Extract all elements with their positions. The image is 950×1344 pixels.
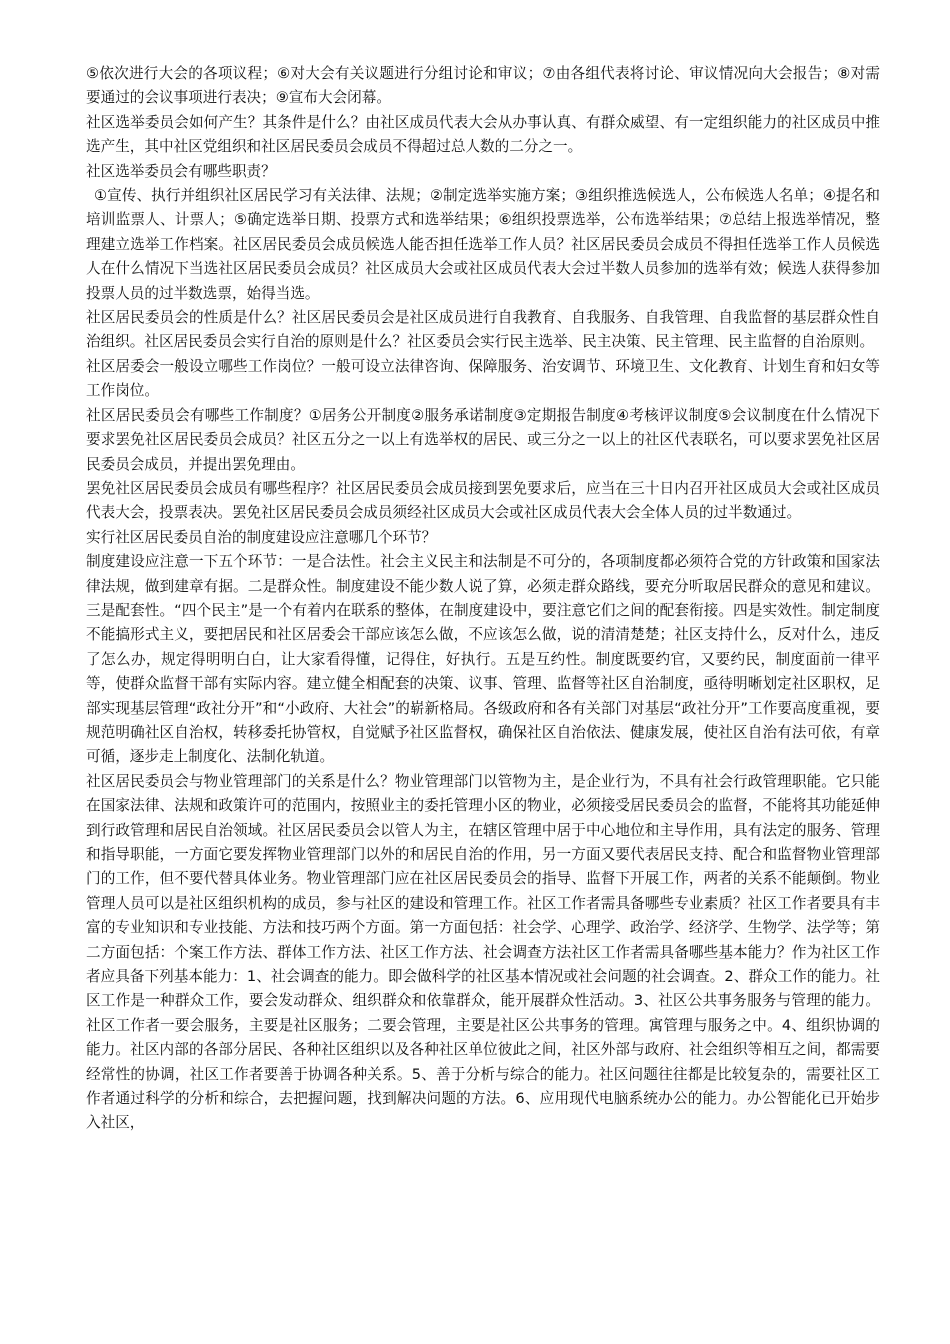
paragraph-property-management-and-skills: 社区居民委员会与物业管理部门的关系是什么？物业管理部门以管物为主，是企业行为，不具有社会行政管理职能。它只能在国家法律、法规和政策许可的范围内，按照业主的委托管理小区的物业，必须接受居民委员会的监督，不能将其功能延伸到行政管理和居民自治领域。社区居民委员会以管人为主，在辖区管理中居于中心地位和主导作用，具有法定的服务、管理和指导职能，一方面它要发挥物业管理部门以外的和居民自治的作用，另一方面又要代表居民支持、配合和监督物业管理部门的工作，但不要代替具体业务。物业管理部门应在社区居民委员会的指导、监督下开展工作，两者的关系不能颠倒。物业管理人员可以是社区组织机构的成员，参与社区的建设和管理工作。社区工作者需具备哪些专业素质？社区工作者要具有丰富的专业知识和专业技能、方法和技巧两个方面。第一方面包括：社会学、心理学、政治学、经济学、生物学、法学等；第二方面包括：个案工作方法、群体工作方法、社区工作方法、社会调查方法社区工作者需具备哪些基本能力？作为社区工作者应具备下列基本能力：1、社会调查的能力。即会做科学的社区基本情况或社会问题的社会调查。2、群众工作的能力。社区工作是一种群众工作，要会发动群众、组织群众和依靠群众，能开展群众性活动。3、社区公共事务服务与管理的能力。社区工作者一要会服务，主要是社区服务；二要会管理，主要是社区公共事务的管理。寓管理与服务之中。4、组织协调的能力。社区内部的各部分居民、各种社区组织以及各种社区单位彼此之间，社区外部与政府、社会组织等相互之间，都需要经常性的协调，社区工作者要善于协调各种关系。5、善于分析与综合的能力。社区问题往往都是比较复杂的，需要社区工作者通过科学的分析和综合，去把握问题，找到解决问题的方法。6、应用现代电脑系统办公的能力。办公智能化已开始步入社区， — [86, 772, 880, 1132]
paragraph-election-committee-formation: 社区选举委员会如何产生？其条件是什么？由社区成员代表大会从办事认真、有群众威望、有一定组织能力的社区成员中推选产生，其中社区党组织和社区居民委员会成员不得超过总人数的二分之一。 — [86, 113, 880, 156]
paragraph-committee-nature: 社区居民委员会的性质是什么？社区居民委员会是社区成员进行自我教育、自我服务、自我管理、自我监督的基层群众性自治组织。社区居民委员会实行自治的原则是什么？社区委员会实行民主选举、民主决策、民主管理、民主监督的自治原则。 — [86, 309, 880, 351]
paragraph-election-committee-duties-question: 社区选举委员会有哪些职责？ — [86, 162, 276, 180]
paragraph-meeting-agenda: ⑤依次进行大会的各项议程；⑥对大会有关议题进行分组讨论和审议；⑦由各组代表将讨论、审议情况向大会报告；⑧对需要通过的会议事项进行表决；⑨宣布大会闭幕。 — [86, 65, 880, 107]
paragraph-system-building: 制度建设应注意一下五个环节：一是合法性。社会主义民主和法制是不可分的，各项制度都必须符合党的方针政策和国家法律法规，做到建章有据。二是群众性。制度建设不能少数人说了算，必须走群众路线，要充分听取居民群众的意见和建议。三是配套性。“四个民主”是一个有着内在联系的整体，在制度建设中，要注意它们之间的配套衔接。四是实效性。制定制度不能搞形式主义，要把居民和社区居委会干部应该怎么做，不应该怎么做，说的清清楚楚；社区支持什么，反对什么，违反了怎么办，规定得明明白白，让大家看得懂，记得住，好执行。五是互约性。制度既要约官，又要约民，制度面前一律平等，使群众监督干部有实际内容。建立健全相配套的决策、议事、管理、监督等社区自治制度，亟待明晰划定社区职权，足部实现基层管理“政社分开”和“小政府、大社会”的崭新格局。各级政府和各有关部门对基层“政社分开”工作要高度重视，要规范明确社区自治权，转移委托协管权，自觉赋予社区监督权，确保社区自治依法、健康发展，使社区自治有法可依，有章可循，逐步走上制度化、法制化轨道。 — [86, 553, 880, 766]
paragraph-recall-procedure: 罢免社区居民委员会成员有哪些程序？社区居民委员会成员接到罢免要求后，应当在三十日内召开社区成员大会或社区成员代表大会，投票表决。罢免社区居民委员会成员须经社区成员大会或社区成员代表大会全体人员的过半数通过。 — [86, 479, 880, 522]
paragraph-system-building-question: 实行社区居民委员自治的制度建设应注意哪几个环节？ — [86, 528, 437, 546]
paragraph-work-systems: 社区居民委员会有哪些工作制度？①居务公开制度②服务承诺制度③定期报告制度④考核评议制度⑤会议制度在什么情况下要求罢免社区居民委员会成员？社区五分之一以上有选举权的居民、或三分之一以上的社区代表联名，可以要求罢免社区居民委员会成员，并提出罢免理由。 — [86, 406, 880, 473]
paragraph-election-committee-duties: ①宣传、执行并组织社区居民学习有关法律、法规；②制定选举实施方案；③组织推选候选人，公布候选人名单；④提名和培训监票人、计票人；⑤确定选举日期、投票方式和选举结果；⑥组织投票选举，公布选举结果；⑦总结上报选举情况，整理建立选举工作档案。社区居民委员会成员候选人能否担任选举工作人员？社区居民委员会成员不得担任选举工作人员候选人在什么情况下当选社区居民委员会成员？社区成员大会或社区成员代表大会过半数人员参加的选举有效；候选人获得参加投票人员的过半数选票，始得当选。 — [86, 187, 880, 302]
paragraph-work-positions: 社区居委会一般设立哪些工作岗位？一般可设立法律咨询、保障服务、治安调节、环境卫生、文化教育、计划生育和妇女等工作岗位。 — [86, 357, 880, 400]
